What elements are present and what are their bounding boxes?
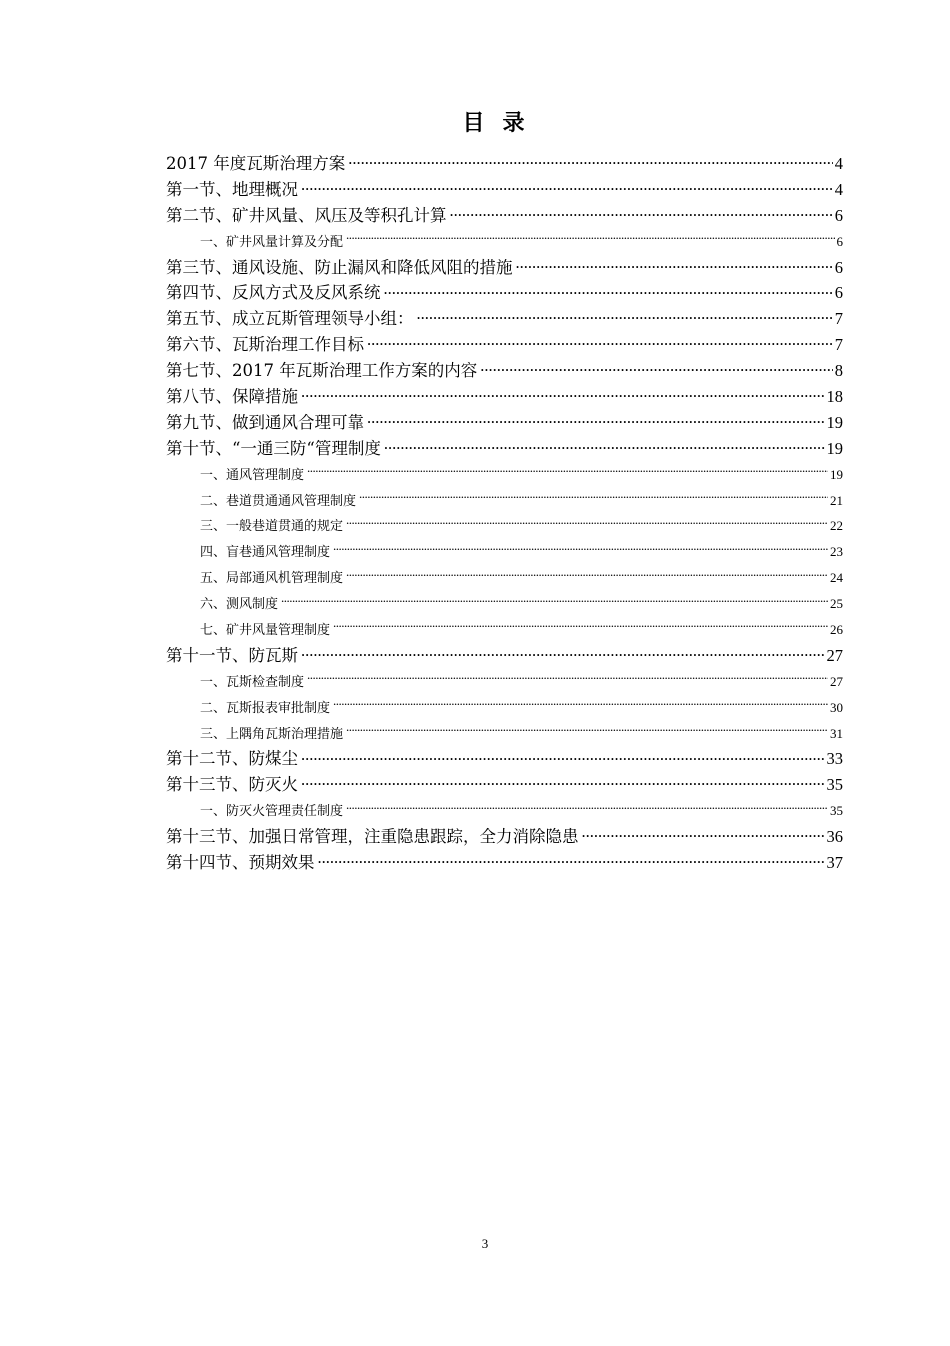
dot-leader xyxy=(281,595,828,608)
dot-leader xyxy=(301,748,825,765)
dot-leader xyxy=(359,492,828,505)
toc-entry-title: 二、巷道贯通通风管理制度 xyxy=(200,493,357,509)
dot-leader xyxy=(417,308,833,325)
toc-entry-title: 第五节、成立瓦斯管理领导小组： xyxy=(166,309,414,329)
toc-subsection-entry[interactable] xyxy=(166,798,843,824)
toc-entry-page: 21 xyxy=(830,492,843,508)
toc-section-entry[interactable] xyxy=(166,772,843,798)
toc-entry-page: 25 xyxy=(830,596,843,612)
dot-leader xyxy=(318,852,825,869)
dot-leader xyxy=(582,826,825,843)
toc-entry-title: 2017 年度瓦斯治理方案 xyxy=(166,154,346,173)
dot-leader xyxy=(480,360,833,377)
toc-entry-page: 7 xyxy=(834,309,843,329)
dot-leader xyxy=(307,466,828,479)
toc-entry-page: 23 xyxy=(830,544,843,560)
table-of-contents xyxy=(166,151,843,876)
toc-section-entry[interactable] xyxy=(166,177,843,203)
toc-entry-title: 一、防灭火管理责任制度 xyxy=(200,804,344,820)
toc-entry-page: 26 xyxy=(830,622,843,638)
toc-subsection-entry[interactable] xyxy=(166,617,843,643)
toc-entry-page: 35 xyxy=(830,803,843,819)
toc-entry-title: 第十三节、加强日常管理，注重隐患跟踪，全力消除隐患 xyxy=(166,827,579,847)
toc-section-entry[interactable] xyxy=(166,824,843,850)
toc-entry-title: 第二节、矿井风量、风压及等积孔计算 xyxy=(166,205,447,225)
toc-entry-title: 第四节、反风方式及反风系统 xyxy=(166,283,381,303)
toc-entry-page: 18 xyxy=(826,387,843,407)
dot-leader xyxy=(367,411,825,428)
toc-entry-title: 第一节、地理概况 xyxy=(166,179,298,199)
toc-entry-page: 31 xyxy=(830,725,843,741)
dot-leader xyxy=(367,334,833,351)
dot-leader xyxy=(307,673,828,686)
dot-leader xyxy=(301,644,825,661)
toc-entry-page: 24 xyxy=(830,570,843,586)
toc-section-entry[interactable] xyxy=(166,306,843,332)
toc-entry-page: 7 xyxy=(834,335,843,355)
dot-leader xyxy=(333,621,828,634)
toc-entry-title: 七、矿井风量管理制度 xyxy=(200,623,331,639)
toc-entry-page: 6 xyxy=(834,257,843,277)
dot-leader xyxy=(346,517,828,530)
dot-leader xyxy=(301,386,825,403)
toc-section-entry[interactable] xyxy=(166,332,843,358)
toc-entry-page: 6 xyxy=(834,205,843,225)
toc-section-entry[interactable] xyxy=(166,410,843,436)
toc-entry-title: 三、一般巷道贯通的规定 xyxy=(200,519,344,535)
toc-subsection-entry[interactable] xyxy=(166,513,843,539)
toc-subsection-entry[interactable] xyxy=(166,591,843,617)
toc-entry-page: 35 xyxy=(826,775,843,795)
toc-entry-page: 19 xyxy=(826,412,843,432)
dot-leader xyxy=(301,774,825,791)
dot-leader xyxy=(301,178,833,195)
toc-entry-page: 33 xyxy=(826,749,843,769)
toc-entry-title: 一、瓦斯检查制度 xyxy=(200,674,305,690)
toc-entry-title: 三、上隅角瓦斯治理措施 xyxy=(200,726,344,742)
toc-entry-title: 第十三节、防灭火 xyxy=(166,775,298,795)
dot-leader xyxy=(384,282,833,299)
toc-entry-page: 36 xyxy=(826,827,843,847)
toc-subsection-entry[interactable] xyxy=(166,669,843,695)
toc-section-entry[interactable] xyxy=(166,255,843,281)
toc-entry-page: 27 xyxy=(830,673,843,689)
toc-entry-title: 六、测风制度 xyxy=(200,597,279,613)
page-number: 3 xyxy=(481,1236,489,1251)
toc-entry-title: 四、盲巷通风管理制度 xyxy=(200,545,331,561)
toc-entry-title: 一、矿井风量计算及分配 xyxy=(200,234,344,250)
toc-section-entry[interactable] xyxy=(166,358,843,384)
toc-subsection-entry[interactable] xyxy=(166,695,843,721)
dot-leader xyxy=(346,233,834,246)
toc-entry-page: 19 xyxy=(830,466,843,482)
toc-entry-page: 30 xyxy=(830,699,843,715)
toc-entry-title: 第七节、2017 年瓦斯治理工作方案的内容 xyxy=(166,361,478,381)
dot-leader xyxy=(516,256,833,273)
toc-entry-title: 二、瓦斯报表审批制度 xyxy=(200,700,331,716)
toc-entry-title: 第十节、“一通三防“管理制度 xyxy=(166,438,381,458)
dot-leader xyxy=(348,153,833,170)
dot-leader xyxy=(346,569,828,582)
toc-entry-page: 37 xyxy=(826,853,843,873)
dot-leader xyxy=(346,802,828,815)
toc-section-entry[interactable] xyxy=(166,203,843,229)
dot-leader xyxy=(333,699,828,712)
toc-entry-title: 第九节、做到通风合理可靠 xyxy=(166,412,364,432)
toc-entry-title: 第十一节、防瓦斯 xyxy=(166,645,298,665)
toc-section-entry[interactable] xyxy=(166,746,843,772)
toc-subsection-entry[interactable] xyxy=(166,539,843,565)
toc-entry-page: 19 xyxy=(826,438,843,458)
toc-entry-page: 8 xyxy=(834,361,843,381)
toc-entry-title: 第十二节、防煤尘 xyxy=(166,749,298,769)
toc-entry-title: 第十四节、预期效果 xyxy=(166,853,315,873)
toc-section-entry[interactable] xyxy=(166,643,843,669)
toc-section-entry[interactable] xyxy=(166,436,843,462)
dot-leader xyxy=(450,204,833,221)
toc-entry-page: 4 xyxy=(834,154,843,173)
toc-entry-page: 22 xyxy=(830,518,843,534)
page-title: 目录 xyxy=(462,111,543,136)
toc-entry-page: 27 xyxy=(826,645,843,665)
dot-leader xyxy=(346,725,828,738)
dot-leader xyxy=(333,543,828,556)
toc-subsection-entry[interactable] xyxy=(166,229,843,255)
toc-subsection-entry[interactable] xyxy=(166,565,843,591)
toc-entry-title: 第三节、通风设施、防止漏风和降低风阻的措施 xyxy=(166,257,513,277)
toc-section-entry[interactable] xyxy=(166,151,843,177)
dot-leader xyxy=(384,437,825,454)
toc-entry-title: 第八节、保障措施 xyxy=(166,387,298,407)
toc-entry-title: 一、通风管理制度 xyxy=(200,467,305,483)
toc-subsection-entry[interactable] xyxy=(166,488,843,514)
toc-section-entry[interactable] xyxy=(166,850,843,876)
toc-section-entry[interactable] xyxy=(166,280,843,306)
toc-entry-title: 五、局部通风机管理制度 xyxy=(200,571,344,587)
toc-subsection-entry[interactable] xyxy=(166,462,843,488)
toc-entry-title: 第六节、瓦斯治理工作目标 xyxy=(166,335,364,355)
toc-section-entry[interactable] xyxy=(166,384,843,410)
toc-entry-page: 6 xyxy=(834,283,843,303)
toc-subsection-entry[interactable] xyxy=(166,721,843,747)
toc-entry-page: 6 xyxy=(836,233,843,249)
toc-entry-page: 4 xyxy=(834,179,843,199)
